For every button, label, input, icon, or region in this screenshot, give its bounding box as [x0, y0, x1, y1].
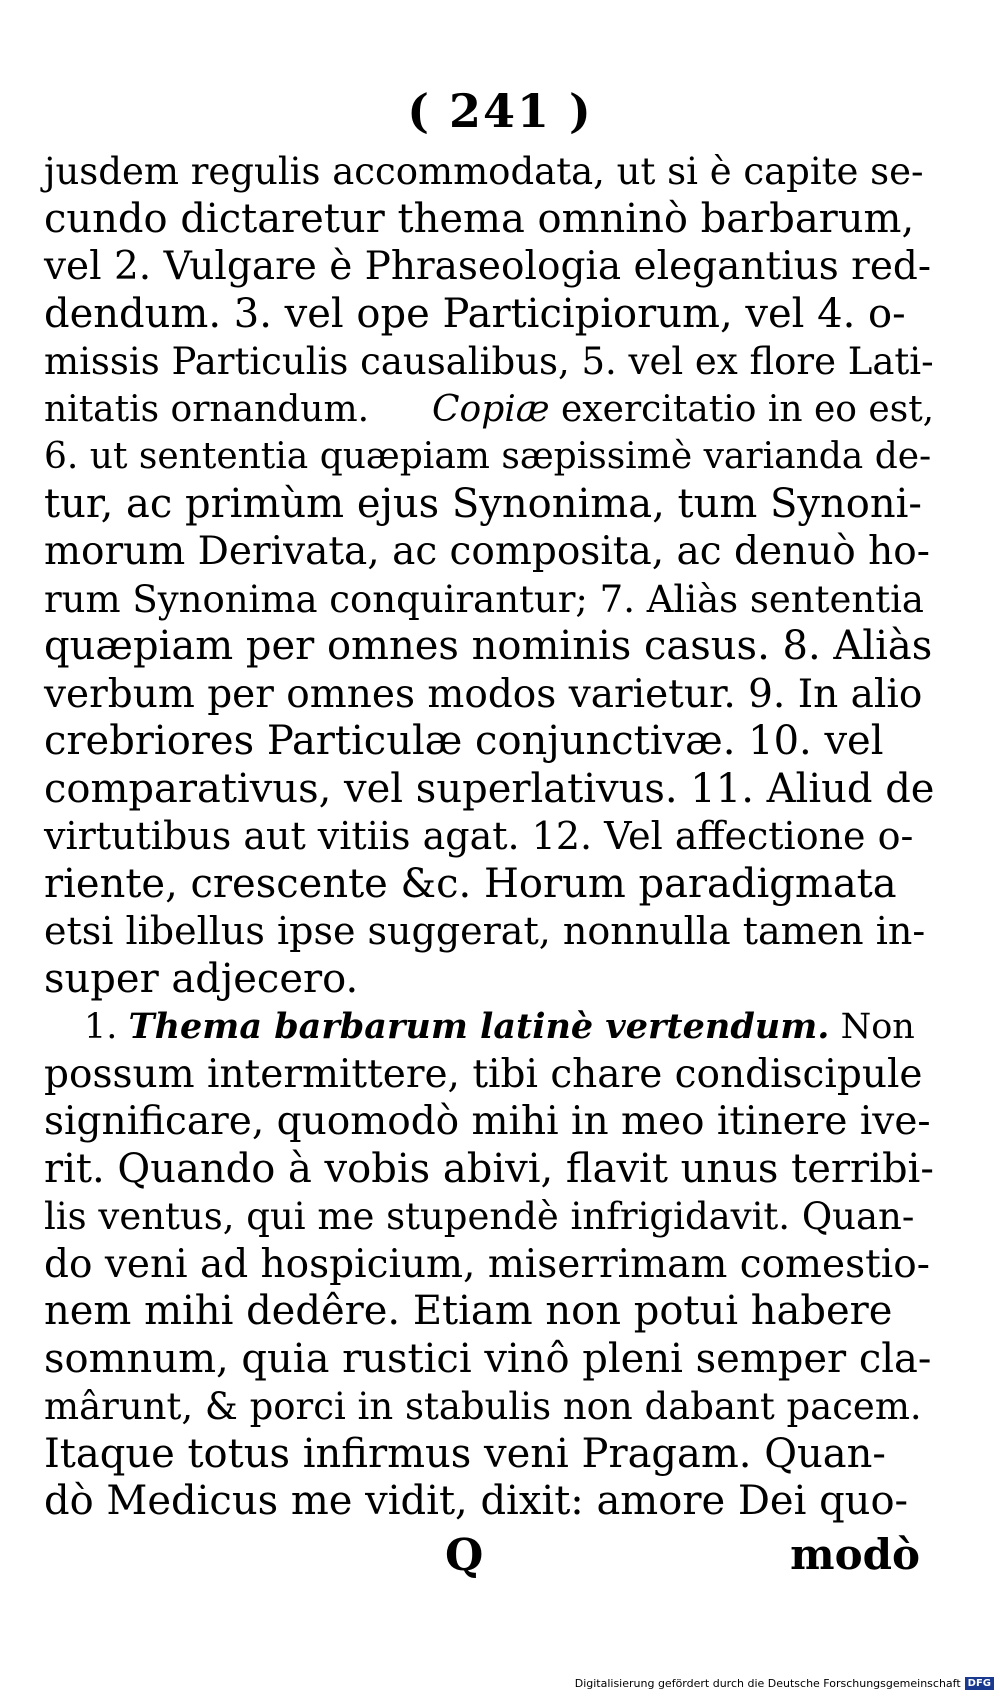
text-line: morum Derivata, ac composita, ac denuò ho-: [44, 529, 930, 574]
text-line: significare, quomodò mihi in meo itinere ive-: [44, 1099, 931, 1144]
text-line: mârunt, & porci in stabulis non dabant pacem.: [44, 1385, 922, 1428]
text-line: nem mihi dedêre. Etiam non potui habere: [44, 1288, 893, 1334]
text-line: virtutibus aut vitiis agat. 12. Vel affectione o-: [44, 814, 914, 858]
text-line: cundo dictaretur thema omninò barbarum,: [44, 195, 915, 242]
text-line: Itaque totus infirmus veni Pragam. Quan-: [44, 1430, 886, 1477]
text-line: [44, 386, 934, 434]
text-line: vel 2. Vulgare è Phraseologia elegantius red-: [44, 244, 932, 289]
text-line: rum Synonima conquirantur; 7. Aliàs sententia: [44, 577, 924, 621]
text-line: somnum, quia rustici vinô pleni semper cla-: [44, 1335, 932, 1382]
section-number: 1.: [84, 1007, 118, 1047]
page-header: ( 241 ): [407, 84, 593, 138]
dfg-logo: DFG: [965, 1677, 994, 1690]
text-line: verbum per omnes modos varietur. 9. In alio: [44, 671, 923, 717]
text-line: possum intermittere, tibi chare condiscipule: [44, 1051, 923, 1097]
text-line: quæpiam per omnes nominis casus. 8. Aliàs: [44, 623, 933, 669]
text-line: tur, ac primùm ejus Synonima, tum Synoni-: [44, 480, 922, 527]
text-line: do veni ad hospicium, miserrimam comestio-: [44, 1241, 930, 1287]
text-line: super adjecero.: [44, 955, 359, 1002]
text-line: dò Medicus me vidit, dixit: amore Dei quo-: [44, 1478, 909, 1524]
signature-mark: Q: [445, 1530, 484, 1581]
text-line: rit. Quando à vobis abivi, flavit unus terribi-: [44, 1145, 934, 1192]
italic-word: Copiæ: [431, 388, 550, 430]
text-line: dendum. 3. vel ope Participiorum, vel 4. o-: [44, 290, 906, 337]
credit-text: Digitalisierung gefördert durch die Deutsche Forschungsgemeinschaft: [574, 1677, 961, 1690]
text-line: [44, 1003, 934, 1051]
text-line: comparativus, vel superlativus. 11. Aliud de: [44, 765, 935, 812]
body-text: [44, 148, 934, 1526]
text-line: riente, crescente &c. Horum paradigmata: [44, 860, 897, 907]
text-line: crebriores Particulæ conjunctivæ. 10. vel: [44, 718, 884, 764]
text-line: missis Particulis causalibus, 5. vel ex flore Lati-: [44, 340, 934, 383]
catchword: modò: [790, 1530, 920, 1579]
text-fragment: nitatis ornandum.: [44, 388, 370, 430]
text-fragment: exercitatio in eo est,: [549, 388, 935, 430]
text-line: 6. ut sententia quæpiam sæpissimè varianda de-: [44, 436, 932, 477]
section-heading: Thema barbarum latinè vertendum.: [128, 1006, 830, 1047]
text-line: jusdem regulis accommodata, ut si è capite se-: [44, 150, 924, 193]
text-fragment: Non: [829, 1007, 915, 1047]
text-line: etsi libellus ipse suggerat, nonnulla tamen in-: [44, 909, 926, 953]
digitization-credit: [575, 1677, 994, 1690]
text-line: lis ventus, qui me stupendè infrigidavit. Quan-: [44, 1195, 915, 1238]
